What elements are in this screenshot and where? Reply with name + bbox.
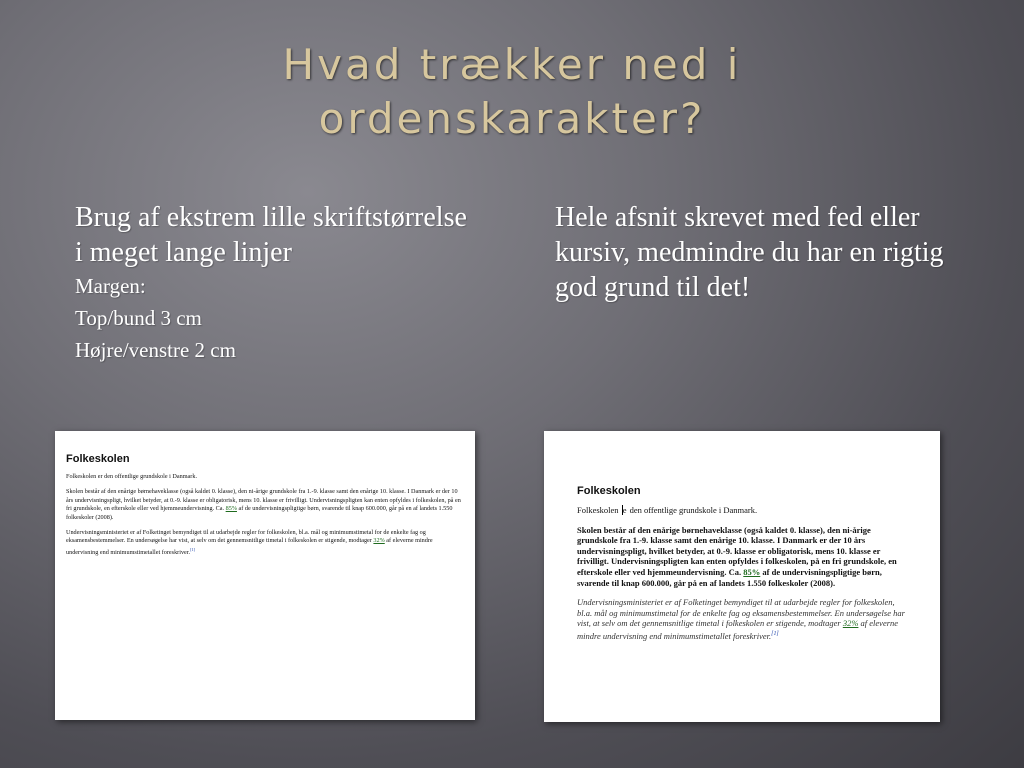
doc-paragraph-2-italic: Undervisningsministeriet er af Folketinget bemyndiget til at udarbejde regler for folkeskolen, bl.a. mål og minimumstimetal for de enkelte fag og eksamensbestemmelser. En undersøgelse har vist, at selv om det gennemsnitlige timetal i folkeskolen er stigende, modtager 32% af eleverne mindre undervisning end minimumstimetallet foreskriver.[1]: [577, 597, 905, 641]
document-example-small-font: [55, 431, 475, 720]
doc-link-32: 32%: [842, 618, 859, 629]
left-text-block: [75, 200, 475, 366]
slide-title: [0, 38, 1024, 146]
margin-left-right: Højre/venstre 2 cm: [75, 338, 236, 362]
right-main-text: Hele afsnit skrevet med fed eller kursiv, medmindre du har en rigtig god grund til det!: [555, 202, 944, 303]
doc-link-85: 85%: [743, 566, 761, 577]
document-example-bold-italic: [544, 431, 940, 722]
text-cursor: e: [622, 505, 627, 515]
slide-title-line-2: ordenskarakter?: [318, 94, 706, 143]
doc-intro: Folkeskolen e den offentlige grundskole i Danmark.: [577, 505, 758, 515]
doc-heading: Folkeskolen: [577, 485, 641, 497]
right-text-block: [555, 200, 975, 305]
slide-title-line-1: Hvad trækker ned i: [282, 40, 742, 89]
doc-paragraph-2: Undervisningsministeriet er af Folketinget bemyndiget til at udarbejde regler for folkeskolen, bl.a. mål og minimumstimetal for de enkelte fag og eksamensbestemmelser. En undersøgelse har vist, at selv om det gennemsnitlige timetal i folkeskolen er stigende, modtager 32% af eleverne mindre undervisning end minimumstimetallet foreskriver.[1]: [66, 529, 433, 556]
doc-paragraph-1-bold: Skolen består af den enårige børnehaveklasse (også kaldet 0. klasse), den ni-årige grundskole fra 1.-9. klasse samt den enårige 10. klasse. I Danmark er der 10 års undervisningspligt, hvilket betyder, at 0.-9. klasse er obligatorisk, mens 10. klasse er frivilligt. Undervisningspligten kan enten opfyldes i folkeskolen, på en fri grundskole, en efterskole eller ved hjemmeundervisning. Ca. 85% af de undervisningspligtige børn, svarende til knap 600.000, går på en af landets 1.550 folkeskoler (2008).: [577, 524, 897, 588]
doc-link-85: 85%: [225, 505, 237, 513]
doc-paragraph-1: Skolen består af den enårige børnehaveklasse (også kaldet 0. klasse), den ni-årige grundskole fra 1.-9. klasse samt den enårige 10. klasse. I Danmark er der 10 års undervisningspligt, hvilket betyder, at 0.-9. klasse er obligatorisk, mens 10. klasse er frivilligt. Undervisningspligten kan enten opfyldes i folkeskolen, på en fri grundskole, en efterskole eller ved hjemmeundervisning. Ca. 85% af de undervisningspligtige børn, svarende til knap 600.000, går på en af landets 1.550 folkeskoler (2008).: [66, 488, 461, 521]
doc-footnote: [1]: [190, 546, 196, 552]
left-main-text: Brug af ekstrem lille skriftstørrelse i meget lange linjer: [75, 202, 467, 268]
doc-intro: Folkeskolen er den offentlige grundskole i Danmark.: [66, 473, 197, 480]
margin-label: Margen:: [75, 274, 146, 298]
doc-footnote: [1]: [771, 630, 779, 637]
doc-link-32: 32%: [373, 537, 385, 545]
doc-heading: Folkeskolen: [66, 453, 130, 465]
margin-top-bottom: Top/bund 3 cm: [75, 306, 202, 330]
